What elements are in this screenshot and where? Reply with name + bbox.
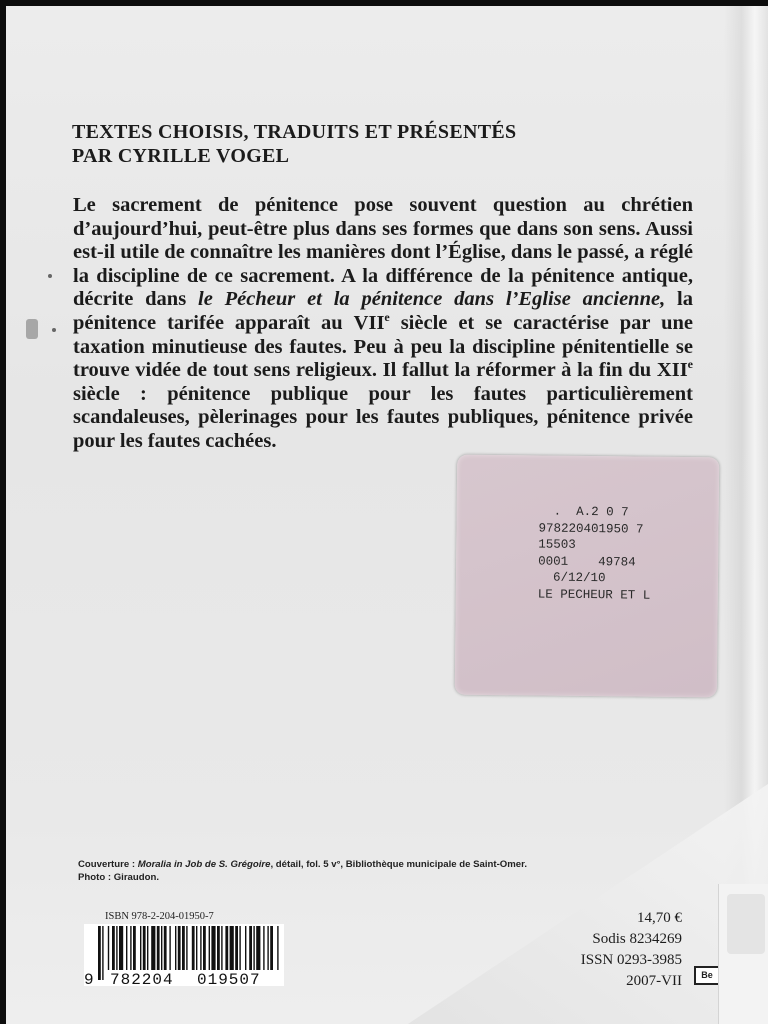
margin-dot <box>48 274 52 278</box>
barcode-bar <box>249 926 252 970</box>
barcode-bar <box>211 926 215 970</box>
barcode-digits-left: 782204 <box>110 971 174 986</box>
barcode-bar <box>209 926 210 970</box>
barcode-bar <box>164 926 167 970</box>
photo-credit: Photo : Giraudon. <box>78 872 160 883</box>
barcode-bar <box>116 926 117 970</box>
barcode-bar <box>126 926 127 970</box>
century-seventh: VII <box>353 311 385 334</box>
sticker-line: 978220401950 7 <box>538 520 644 537</box>
barcode-bar <box>239 926 240 970</box>
barcode-bar <box>192 926 195 970</box>
margin-dot <box>52 328 56 332</box>
price: 14,70 € <box>637 910 682 926</box>
century-twelfth-sup: e <box>687 357 693 372</box>
sodis-number: Sodis 8234269 <box>592 931 682 947</box>
barcode-bar <box>200 926 201 970</box>
barcode-bar <box>263 926 264 970</box>
heading-line-1: TEXTES CHOISIS, TRADUITS ET PRÉSENTÉS <box>72 121 517 143</box>
blurb-paragraph <box>73 194 693 454</box>
barcode-bar <box>253 926 254 970</box>
book-title-reference: le Pécheur et la pénitence dans l’Eglise ancienne, <box>198 288 666 311</box>
cover-credits <box>78 858 698 884</box>
sticker-line: 6/12/10 <box>537 570 606 586</box>
barcode-bar <box>98 926 101 980</box>
barcode-bar <box>203 926 206 970</box>
barcode-bar <box>119 926 123 970</box>
price-block <box>522 908 682 992</box>
tab-slot <box>727 894 765 954</box>
library-label-sticker <box>455 455 719 698</box>
century-twelfth: XII <box>656 359 688 382</box>
barcode-bar <box>147 926 148 970</box>
barcode-bar <box>169 926 170 970</box>
barcode-bar <box>175 926 176 970</box>
barcode-bar <box>221 926 222 970</box>
heading-line-2: PAR CYRILLE VOGEL <box>72 145 290 167</box>
blurb-text-1: Le sacrement de pénitence pose souvent question au chrétien d’aujourd’hui, peut-être plus dans ses formes que dans son sens. Aussi est-il utile de connaître les manières dont l’Église, dans le passé, a réglé la discipline de ce sacrement. A la différence de la pénitence antique, décrite dans <box>73 194 693 311</box>
barcode-bar <box>270 926 273 970</box>
century-seventh-sup: e <box>384 310 390 325</box>
cover-credit-rest: , détail, fol. 5 v°, Bibliothèque municipale de Saint-Omer. <box>270 859 527 870</box>
margin-smudge <box>26 319 38 339</box>
sticker-text <box>538 503 719 604</box>
cover-credit-line <box>78 858 698 871</box>
blurb-text-4: siècle : pénitence publique pour les fautes particulièrement scandaleuses, pèlerinages pour les fautes publiques, pénitence privée pour les fautes cachées. <box>73 382 693 452</box>
blurb-text-3: siècle et se caractérise par une taxation minutieuse des fautes. Peu à peu la discipline pénitentielle se trouve vidée de tout sens religieux. Il fallut la réformer à la fin du <box>73 311 694 382</box>
sticker-line: 0001 49784 <box>538 553 636 570</box>
barcode-bar <box>267 926 268 970</box>
sticker-line: . A.2 0 7 <box>538 504 629 520</box>
barcode-bar <box>102 926 103 980</box>
barcode-bar <box>182 926 185 970</box>
barcode-bar <box>133 926 136 970</box>
cover-credit-work: Moralia in Job de S. Grégoire <box>137 859 271 870</box>
barcode-bar <box>151 926 155 970</box>
barcode-bar <box>130 926 131 970</box>
publisher-logo: Be <box>694 966 720 985</box>
issn-number: ISSN 0293-3985 <box>580 952 682 968</box>
isbn-label: ISBN 978-2-204-01950-7 <box>105 911 214 922</box>
back-cover <box>6 6 768 1024</box>
barcode-bar <box>277 926 278 970</box>
barcode-bar <box>178 926 181 970</box>
barcode-bar <box>235 926 238 970</box>
barcode-bar <box>161 926 162 970</box>
isbn-barcode <box>84 924 284 986</box>
barcode-bar <box>140 926 141 970</box>
page-edge-tab <box>718 884 768 1024</box>
barcode-bar <box>245 926 246 970</box>
barcode-bar <box>157 926 160 970</box>
barcode-bar <box>143 926 146 970</box>
barcode-bar <box>217 926 220 970</box>
sticker-line: LE PECHEUR ET L <box>537 586 651 603</box>
barcode-bar <box>256 926 260 970</box>
barcode-bar <box>186 926 187 970</box>
blurb-text-2: la pénitence tarifée apparaît au <box>73 288 693 334</box>
barcode-bar <box>112 926 115 970</box>
barcode-digits-right: 019507 <box>197 971 261 986</box>
editor-heading <box>72 120 672 168</box>
edition-code: 2007-VII <box>626 973 682 989</box>
barcode-bar <box>196 926 197 970</box>
barcode-bar <box>108 926 109 970</box>
sticker-line: 15503 <box>538 537 576 552</box>
barcode-first-digit: 9 <box>84 971 94 986</box>
cover-credit-label: Couverture : <box>78 859 138 870</box>
